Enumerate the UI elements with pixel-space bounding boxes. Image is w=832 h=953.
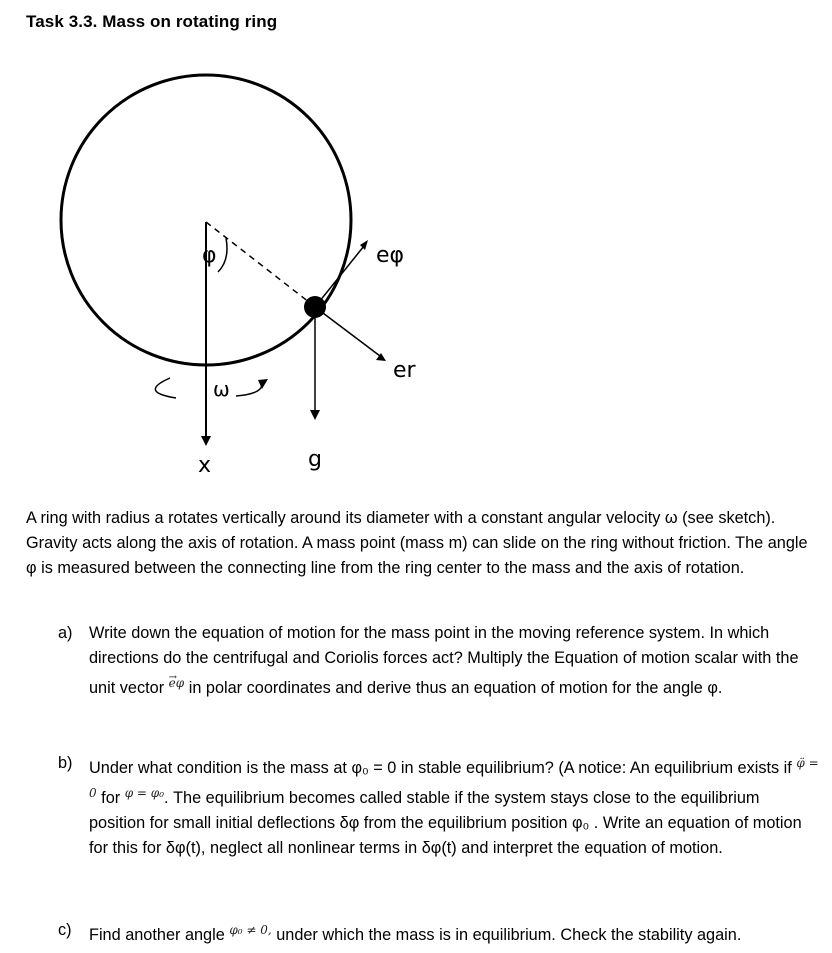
e-phi-vector bbox=[315, 246, 364, 307]
center-to-mass-dashed-line bbox=[206, 222, 314, 306]
x-axis-arrowhead bbox=[201, 436, 211, 446]
rotation-direction-arc-right bbox=[236, 384, 262, 396]
task-item-text bbox=[89, 918, 819, 948]
e-r-label: er bbox=[393, 358, 416, 383]
task-item-label: c) bbox=[58, 921, 72, 939]
phi-angle-arc bbox=[218, 238, 227, 272]
equation-phi0-nonzero: φ₀ ≠ 0, bbox=[229, 923, 272, 937]
task-item-text-part: Under what condition is the mass at φ₀ = 0 in stable equilibrium? (A notice: An equilibrium exists if bbox=[89, 759, 792, 777]
equation-phi-ddot: φ̈ = 0 bbox=[89, 756, 819, 800]
e-r-vector bbox=[315, 307, 380, 356]
x-axis-label: x bbox=[198, 453, 212, 478]
task-item-label: b) bbox=[58, 754, 73, 772]
task-item-text-part: Write down the equation of motion for the mass point in the moving reference system. In which directions do the centrifugal and Coriolis forces act? Multiply the Equation of motion scalar with the unit vector bbox=[89, 624, 799, 697]
equation-phi-equals-phi0: φ = φ₀ bbox=[124, 786, 165, 800]
phi-label: φ bbox=[202, 243, 217, 268]
task-item-label: a) bbox=[58, 624, 73, 642]
task-item-text-part: in polar coordinates and derive thus an equation of motion for the angle φ. bbox=[188, 679, 723, 697]
task-title: Task 3.3. Mass on rotating ring bbox=[26, 12, 278, 31]
gravity-label: g bbox=[308, 447, 322, 472]
e-phi-label: eφ bbox=[376, 243, 405, 268]
omega-label: ω bbox=[213, 377, 230, 401]
rotation-arrowhead bbox=[258, 379, 268, 389]
gravity-arrowhead bbox=[310, 410, 320, 420]
task-item-text-part: for bbox=[101, 789, 121, 807]
rotation-direction-arc bbox=[155, 378, 176, 398]
unit-vector-e-phi: → $^{e\varphi}$ bbox=[169, 676, 185, 690]
task-item-text-part: . The equilibrium becomes called stable if the system stays close to the equilibrium position for small initial deflections δφ from the equilibrium position φ₀ . Write an equation of motion for this for δφ(t), neglect all nonlinear terms in δφ(t) and interpret the equation of motion. bbox=[89, 789, 802, 857]
task-item-text-part: under which the mass is in equilibrium. Check the stability again. bbox=[276, 926, 742, 944]
task-item-text-part: Find another angle bbox=[89, 926, 225, 944]
task-item-text bbox=[89, 621, 819, 701]
task-item-text bbox=[89, 751, 819, 861]
problem-intro: A ring with radius a rotates vertically around its diameter with a constant angular velocity ω (see sketch). Gravity acts along the axis of rotation. A mass point (mass m) can slide on the ring without friction. The angle φ is measured between the connecting line from the ring center to the mass and the axis of rotation. bbox=[26, 509, 808, 577]
